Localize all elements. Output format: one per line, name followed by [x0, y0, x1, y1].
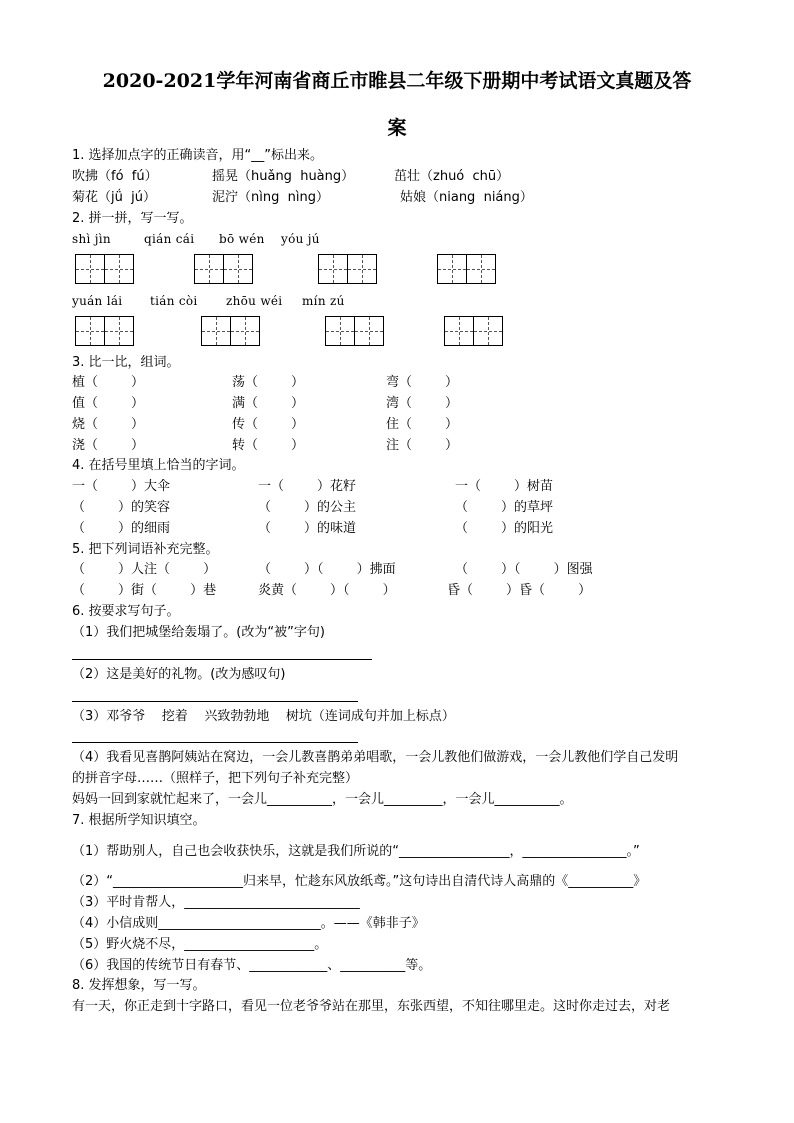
pinyin: shì jìn: [72, 232, 111, 246]
q7-item-2: （2）“____________________归来早，忙趁东风放纸鸢。”这句诗出自清代诗人高鼎的《__________》: [72, 874, 647, 889]
q6-sentence-4c: 妈妈一回到家就忙起来了，一会儿__________，一会儿_________，一会儿__________。: [72, 792, 573, 807]
q3-item: 转（ ）: [232, 438, 305, 453]
q4-item: （ ）的细雨: [72, 521, 171, 536]
pinyin: yuán lái: [72, 294, 123, 308]
q5-item: 昏（ ）昏（ ）: [447, 583, 592, 598]
pinyin: tián còi: [150, 294, 198, 308]
q7-item-3: （3）平时肯帮人，___________________________: [72, 895, 360, 910]
answer-line[interactable]: [72, 701, 358, 702]
q4-item: 一（ ）大伞: [72, 479, 171, 494]
q8-text: 有一天，你正走到十字路口，看见一位老爷爷站在那里，东张西望，不知往哪里走。这时你走过去，对老: [72, 999, 671, 1014]
q6-sentence-3: （3）邓爷爷 挖着 兴致勃勃地 树坑（连词成句并加上标点）: [72, 709, 455, 724]
q7-item-5: （5）野火烧不尽，____________________。: [72, 937, 328, 952]
q7-item-1: （1）帮助别人，自己也会收获快乐，这就是我们所说的“_________________，________________。”: [72, 844, 640, 859]
writing-grid[interactable]: [318, 254, 375, 284]
q3-item: 满（ ）: [232, 396, 305, 411]
q8-label: 8. 发挥想象，写一写。: [72, 978, 206, 993]
q5-item: （ ）（ ）拂面: [258, 562, 396, 577]
q5-item: （ ）人注（ ）: [72, 562, 217, 577]
q1-item: 茁壮（zhuó chū）: [394, 169, 510, 184]
q1-label: 1. 选择加点字的正确读音，用“__”标出来。: [72, 148, 324, 163]
q4-item: （ ）的公主: [258, 500, 357, 515]
writing-grid[interactable]: [444, 316, 501, 346]
q5-label: 5. 把下列词语补充完整。: [72, 542, 219, 557]
q7-label: 7. 根据所学知识填空。: [72, 813, 206, 828]
q4-item: 一（ ）树苗: [455, 479, 554, 494]
q1-item: 泥泞（nìng nìng）: [212, 190, 329, 205]
q6-sentence-4a: （4）我看见喜鹊阿姨站在窝边，一会儿教喜鹊弟弟唱歌，一会儿教他们做游戏，一会儿教他们学自己发明: [72, 750, 679, 765]
q6-sentence-1: （1）我们把城堡给轰塌了。(改为“被”字句): [72, 625, 325, 640]
writing-grid[interactable]: [437, 254, 494, 284]
q3-item: 浇（ ）: [72, 438, 145, 453]
q4-item: 一（ ）花籽: [258, 479, 357, 494]
q5-item: （ ）（ ）图强: [455, 562, 593, 577]
q1-item: 吹拂（fó fú）: [72, 169, 158, 184]
q1-item: 摇晃（huǎng huàng）: [212, 169, 355, 184]
q4-item: （ ）的味道: [258, 521, 357, 536]
q4-item: （ ）的草坪: [455, 500, 554, 515]
pinyin: zhōu wéi: [226, 294, 283, 308]
q1-item: 姑娘（niang niáng）: [400, 190, 533, 205]
answer-line[interactable]: [72, 659, 372, 660]
q6-sentence-2: （2）这是美好的礼物。(改为感叹句): [72, 667, 286, 682]
writing-grid[interactable]: [75, 316, 132, 346]
q4-item: （ ）的阳光: [455, 521, 554, 536]
pinyin: bō wén: [219, 232, 265, 246]
q6-sentence-4b: 的拼音字母……（照样子，把下列句子补充完整）: [72, 771, 359, 786]
q5-item: 炎黄（ ）（ ）: [258, 583, 396, 598]
writing-grid[interactable]: [194, 254, 251, 284]
pinyin: yóu jú: [281, 232, 320, 246]
q3-item: 弯（ ）: [386, 375, 459, 390]
q3-item: 值（ ）: [72, 396, 145, 411]
q3-item: 荡（ ）: [232, 375, 305, 390]
q3-item: 烧（ ）: [72, 417, 145, 432]
writing-grid[interactable]: [201, 316, 258, 346]
q5-item: （ ）街（ ）巷: [72, 583, 217, 598]
q4-item: （ ）的笑容: [72, 500, 171, 515]
pinyin: qián cái: [144, 232, 195, 246]
q3-label: 3. 比一比，组词。: [72, 355, 180, 370]
q3-item: 住（ ）: [386, 417, 459, 432]
q3-item: 传（ ）: [232, 417, 305, 432]
q2-label: 2. 拼一拼，写一写。: [72, 211, 193, 226]
q6-label: 6. 按要求写句子。: [72, 604, 180, 619]
q4-label: 4. 在括号里填上恰当的字词。: [72, 458, 245, 473]
document-title-line1: 2020-2021学年河南省商丘市睢县二年级下册期中考试语文真题及答: [102, 70, 692, 92]
q7-item-6: （6）我国的传统节日有春节、____________、__________等。: [72, 958, 432, 973]
q1-item: 菊花（jǘ jú）: [72, 190, 156, 205]
answer-line[interactable]: [72, 742, 358, 743]
q7-item-4: （4）小信成则_________________________。——《韩非子》: [72, 916, 425, 931]
q3-item: 植（ ）: [72, 375, 145, 390]
writing-grid[interactable]: [325, 316, 382, 346]
q3-item: 湾（ ）: [386, 396, 459, 411]
writing-grid[interactable]: [75, 254, 132, 284]
q3-item: 注（ ）: [386, 438, 459, 453]
pinyin: mín zú: [302, 294, 345, 308]
document-title-line2: 案: [387, 117, 407, 139]
